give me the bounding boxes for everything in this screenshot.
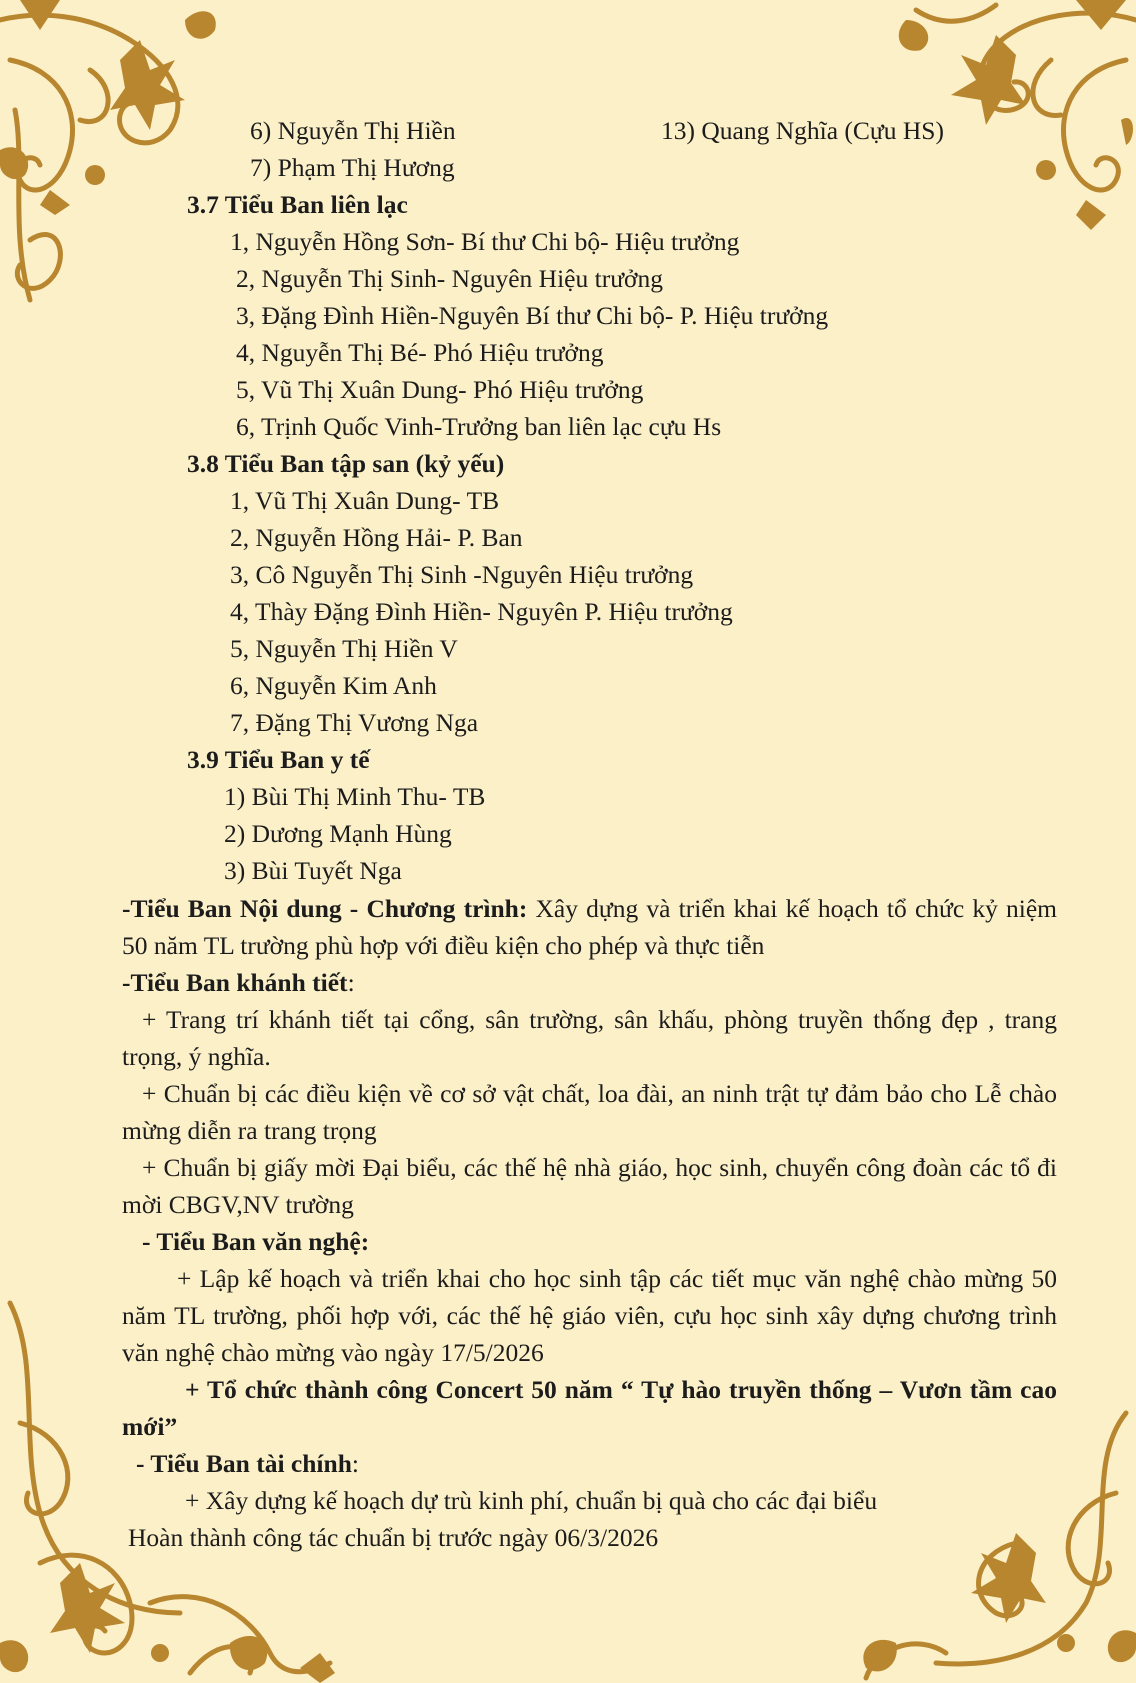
corner-ornament-top-left-icon — [0, 0, 230, 330]
task-text: Xây dựng và triển khai kế hoạch tổ chức kỷ niệm 50 năm TL trường phù hợp với điều kiện cho phép và thực tiễn — [122, 894, 1057, 960]
list-item: 4, Nguyễn Thị Bé- Phó Hiệu trưởng — [236, 338, 604, 367]
list-item: 2, Nguyễn Thị Sinh- Nguyên Hiệu trưởng — [236, 264, 664, 293]
task-colon: : — [347, 968, 355, 997]
list-item: 5, Nguyễn Thị Hiền V — [230, 634, 458, 663]
list-item: 1) Bùi Thị Minh Thu- TB — [224, 782, 486, 811]
list-item: 3) Bùi Tuyết Nga — [224, 856, 402, 885]
section-heading-3-9: 3.9 Tiểu Ban y tế — [187, 745, 370, 774]
list-item: 2, Nguyễn Hồng Hải- P. Ban — [230, 523, 523, 552]
task-van-nghe — [122, 1223, 1057, 1260]
task-text: + Tổ chức thành công Concert 50 năm “ Tự hào truyền thống – Vươn tầm cao mới” — [122, 1375, 1057, 1441]
task-label: - Tiểu Ban tài chính — [136, 1449, 352, 1478]
list-item: 3, Đặng Đình Hiền-Nguyên Bí thư Chi bộ- P. Hiệu trưởng — [236, 301, 829, 330]
task-label: -Tiểu Ban khánh tiết — [122, 968, 348, 997]
task-text: + Xây dựng kế hoạch dự trù kinh phí, chuẩn bị quà cho các đại biểu — [185, 1486, 878, 1515]
task-label: - Tiểu Ban văn nghệ: — [142, 1227, 370, 1256]
list-item: 1, Nguyễn Hồng Sơn- Bí thư Chi bộ- Hiệu trưởng — [230, 227, 740, 256]
task-tai-chinh — [122, 1445, 1057, 1482]
list-item: 5, Vũ Thị Xuân Dung- Phó Hiệu trưởng — [236, 375, 644, 404]
task-colon: : — [351, 1449, 359, 1478]
list-item: 7) Phạm Thị Hương — [250, 153, 455, 182]
list-item: 6, Nguyễn Kim Anh — [230, 671, 437, 700]
list-item: 3, Cô Nguyễn Thị Sinh -Nguyên Hiệu trưởng — [230, 560, 694, 589]
deadline-text: Hoàn thành công tác chuẩn bị trước ngày 06/3/2026 — [128, 1523, 659, 1552]
list-item: 7, Đặng Thị Vương Nga — [230, 708, 479, 737]
task-noi-dung — [122, 890, 1057, 964]
task-text: + Trang trí khánh tiết tại cổng, sân trường, sân khấu, phòng truyền thống đẹp , trang trọng, ý nghĩa. — [122, 1005, 1057, 1071]
task-khanh-tiet — [122, 964, 1057, 1001]
list-item: 1, Vũ Thị Xuân Dung- TB — [230, 486, 500, 515]
list-item: 6) Nguyễn Thị Hiền — [250, 116, 456, 145]
list-item: 2) Dương Mạnh Hùng — [224, 819, 452, 848]
task-label: -Tiểu Ban Nội dung - Chương trình: — [122, 894, 528, 923]
section-heading-3-8: 3.8 Tiểu Ban tập san (kỷ yếu) — [187, 449, 505, 478]
task-text: + Chuẩn bị các điều kiện về cơ sở vật chất, loa đài, an ninh trật tự đảm bảo cho Lễ chào mừng diễn ra trang trọng — [122, 1079, 1057, 1145]
task-text: + Chuẩn bị giấy mời Đại biểu, các thế hệ nhà giáo, học sinh, chuyển công đoàn các tổ đi mời CBGV,NV trường — [122, 1153, 1057, 1219]
list-item: 6, Trịnh Quốc Vinh-Trưởng ban liên lạc cựu Hs — [236, 412, 722, 441]
list-item: 4, Thày Đặng Đình Hiền- Nguyên P. Hiệu trưởng — [230, 597, 733, 626]
list-item: 13) Quang Nghĩa (Cựu HS) — [661, 116, 944, 145]
section-heading-3-7: 3.7 Tiểu Ban liên lạc — [187, 190, 408, 219]
task-text: + Lập kế hoạch và triển khai cho học sinh tập các tiết mục văn nghệ chào mừng 50 năm TL trường, phối hợp với, các thế hệ giáo viên, cựu học sinh xây dựng chương trình văn nghệ chào mừng vào ngày 17/5/2026 — [122, 1264, 1057, 1367]
